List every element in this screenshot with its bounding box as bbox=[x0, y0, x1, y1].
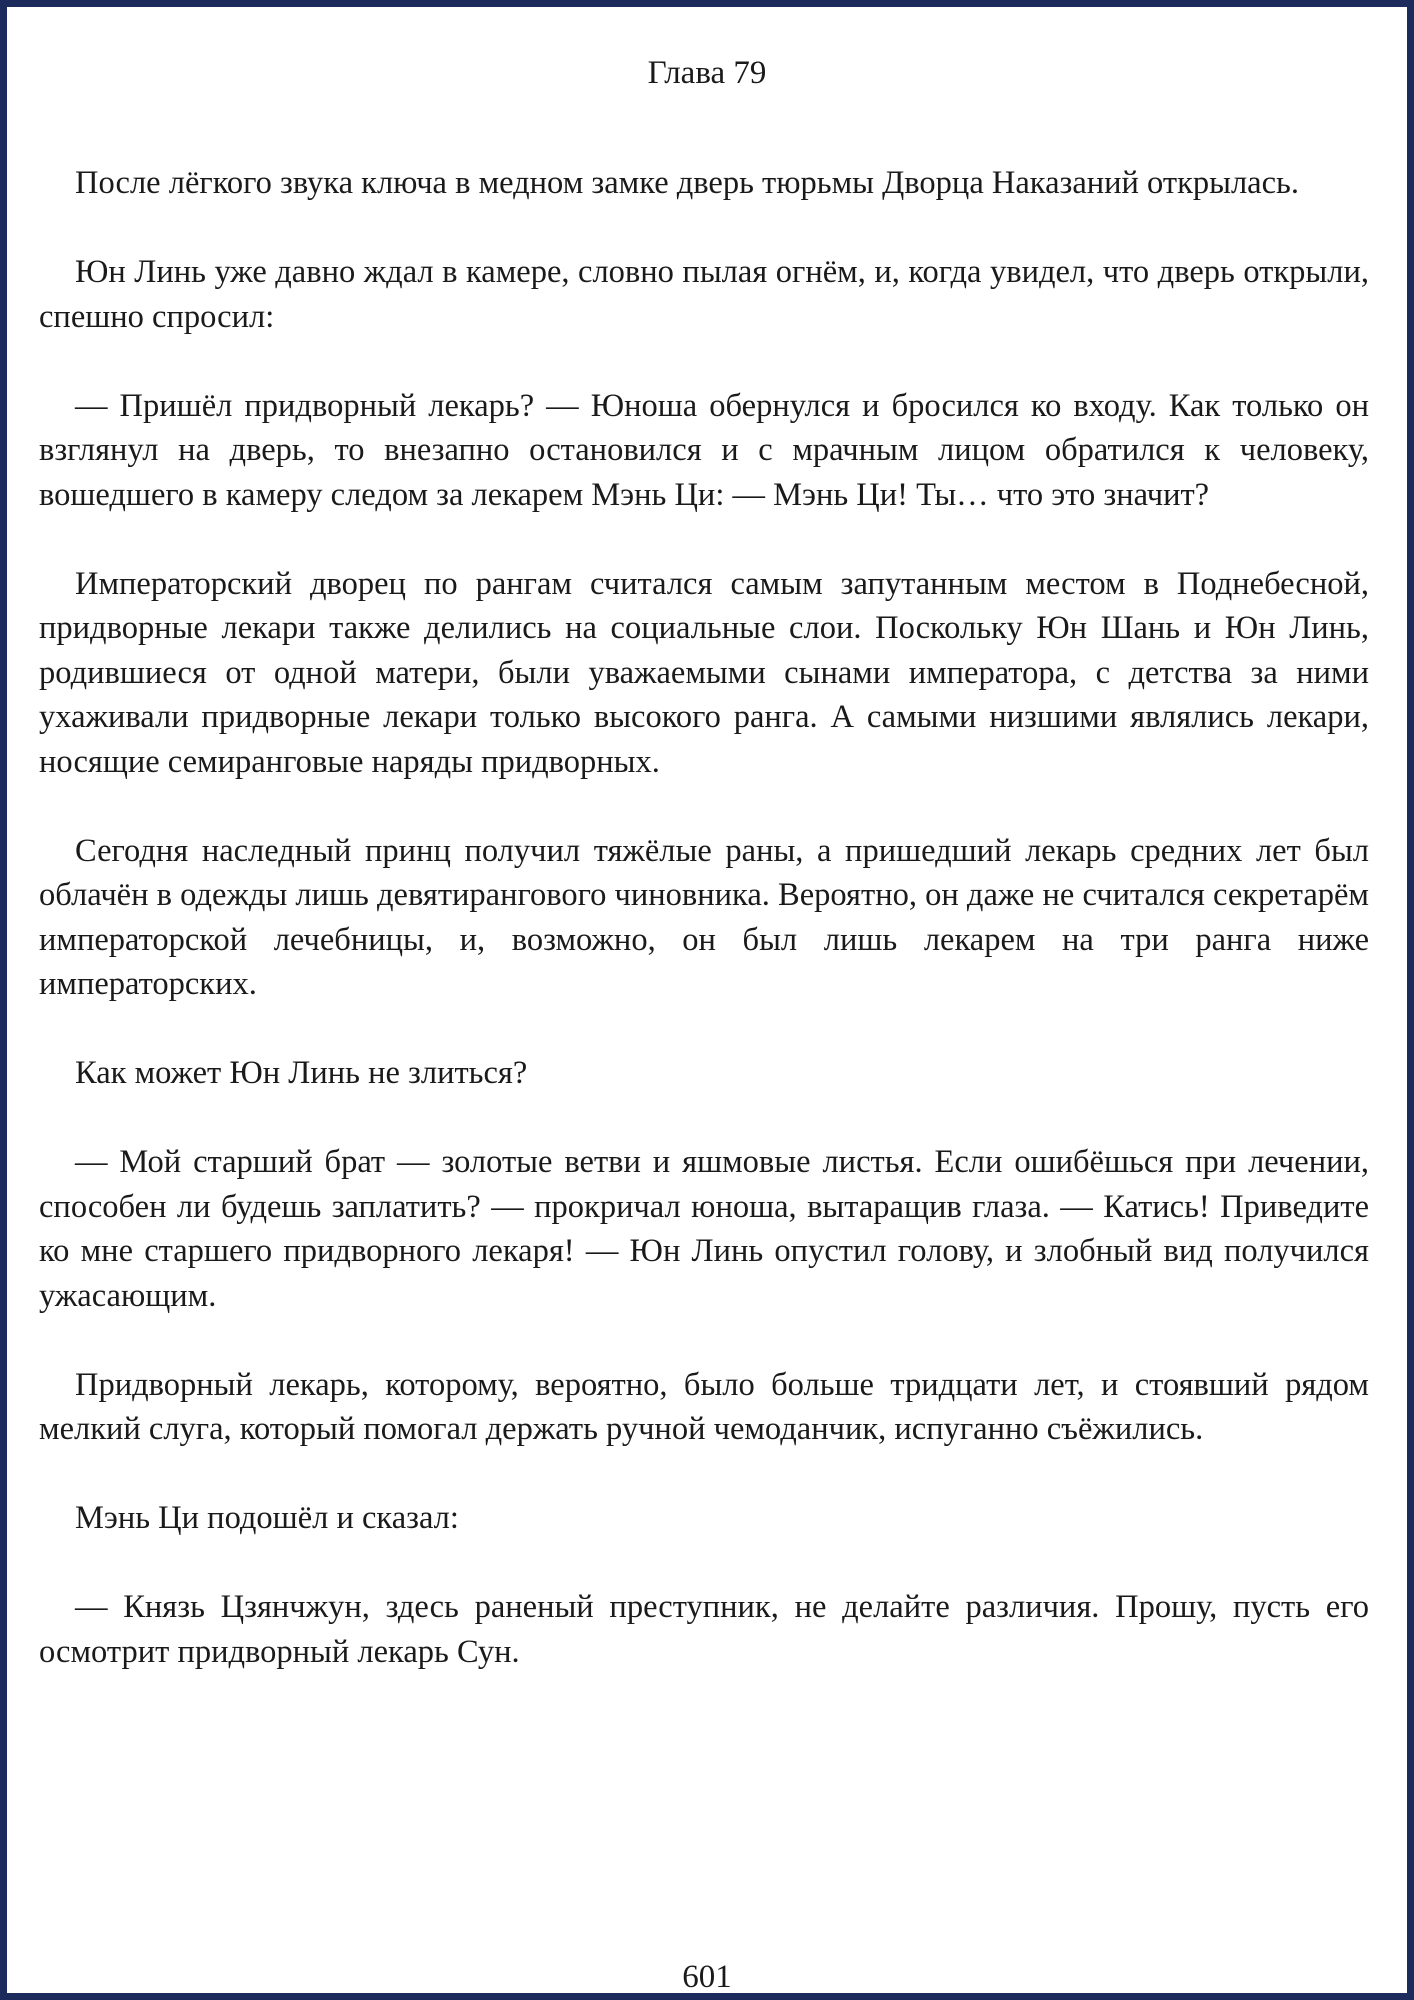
page-number: 601 bbox=[682, 1959, 732, 1995]
paragraph: Сегодня наследный принц получил тяжёлые раны, а пришедший лекарь средних лет был облачён в одежды лишь девятирангового чиновника. Вероятно, он даже не считался секретарём императорской лечебницы, и, возможно, он был лишь лекарем на три ранга ниже императорских. bbox=[39, 832, 1369, 1002]
paragraph: Императорский дворец по рангам считался самым запутанным местом в Поднебесной, придворные лекари также делились на социальные слои. Поскольку Юн Шань и Юн Линь, родившиеся от одной матери, были уважаемыми сынами императора, с детства за ними ухаживали придворные лекари только высокого ранга. А самыми низшими являлись лекари, носящие семиранговые наряды придворных. bbox=[39, 565, 1369, 780]
paragraph: — Пришёл придворный лекарь? — Юноша обернулся и бросился ко входу. Как только он взглянул на дверь, то внезапно остановился и с мрачным лицом обратился к человеку, вошедшего в камеру следом за лекарем Мэнь Ци: — Мэнь Ци! Ты… что это значит? bbox=[39, 387, 1369, 513]
paragraph: Придворный лекарь, которому, вероятно, было больше тридцати лет, и стоявший рядом мелкий слуга, который помогал держать ручной чемоданчик, испуганно съёжились. bbox=[39, 1366, 1369, 1447]
paragraph: Мэнь Ци подошёл и сказал: bbox=[75, 1500, 459, 1536]
paragraph: Как может Юн Линь не злиться? bbox=[75, 1055, 528, 1091]
paragraph: — Князь Цзянчжун, здесь раненый преступник, не делайте различия. Прошу, пусть его осмотрит придворный лекарь Сун. bbox=[39, 1589, 1369, 1670]
paragraph: После лёгкого звука ключа в медном замке дверь тюрьмы Дворца Наказаний открылась. bbox=[75, 165, 1299, 201]
chapter-body bbox=[39, 161, 1369, 1719]
paragraph: Юн Линь уже давно ждал в камере, словно пылая огнём, и, когда увидел, что дверь открыли, спешно спросил: bbox=[39, 254, 1369, 335]
paragraph: — Мой старший брат — золотые ветви и яшмовые листья. Если ошибёшься при лечении, способен ли будешь заплатить? — прокричал юноша, вытаращив глаза. — Катись! Приведите ко мне старшего придворного лекаря! — Юн Линь опустил голову, и злобный вид получился ужасающим. bbox=[39, 1144, 1369, 1314]
chapter-title: Глава 79 bbox=[647, 55, 767, 91]
